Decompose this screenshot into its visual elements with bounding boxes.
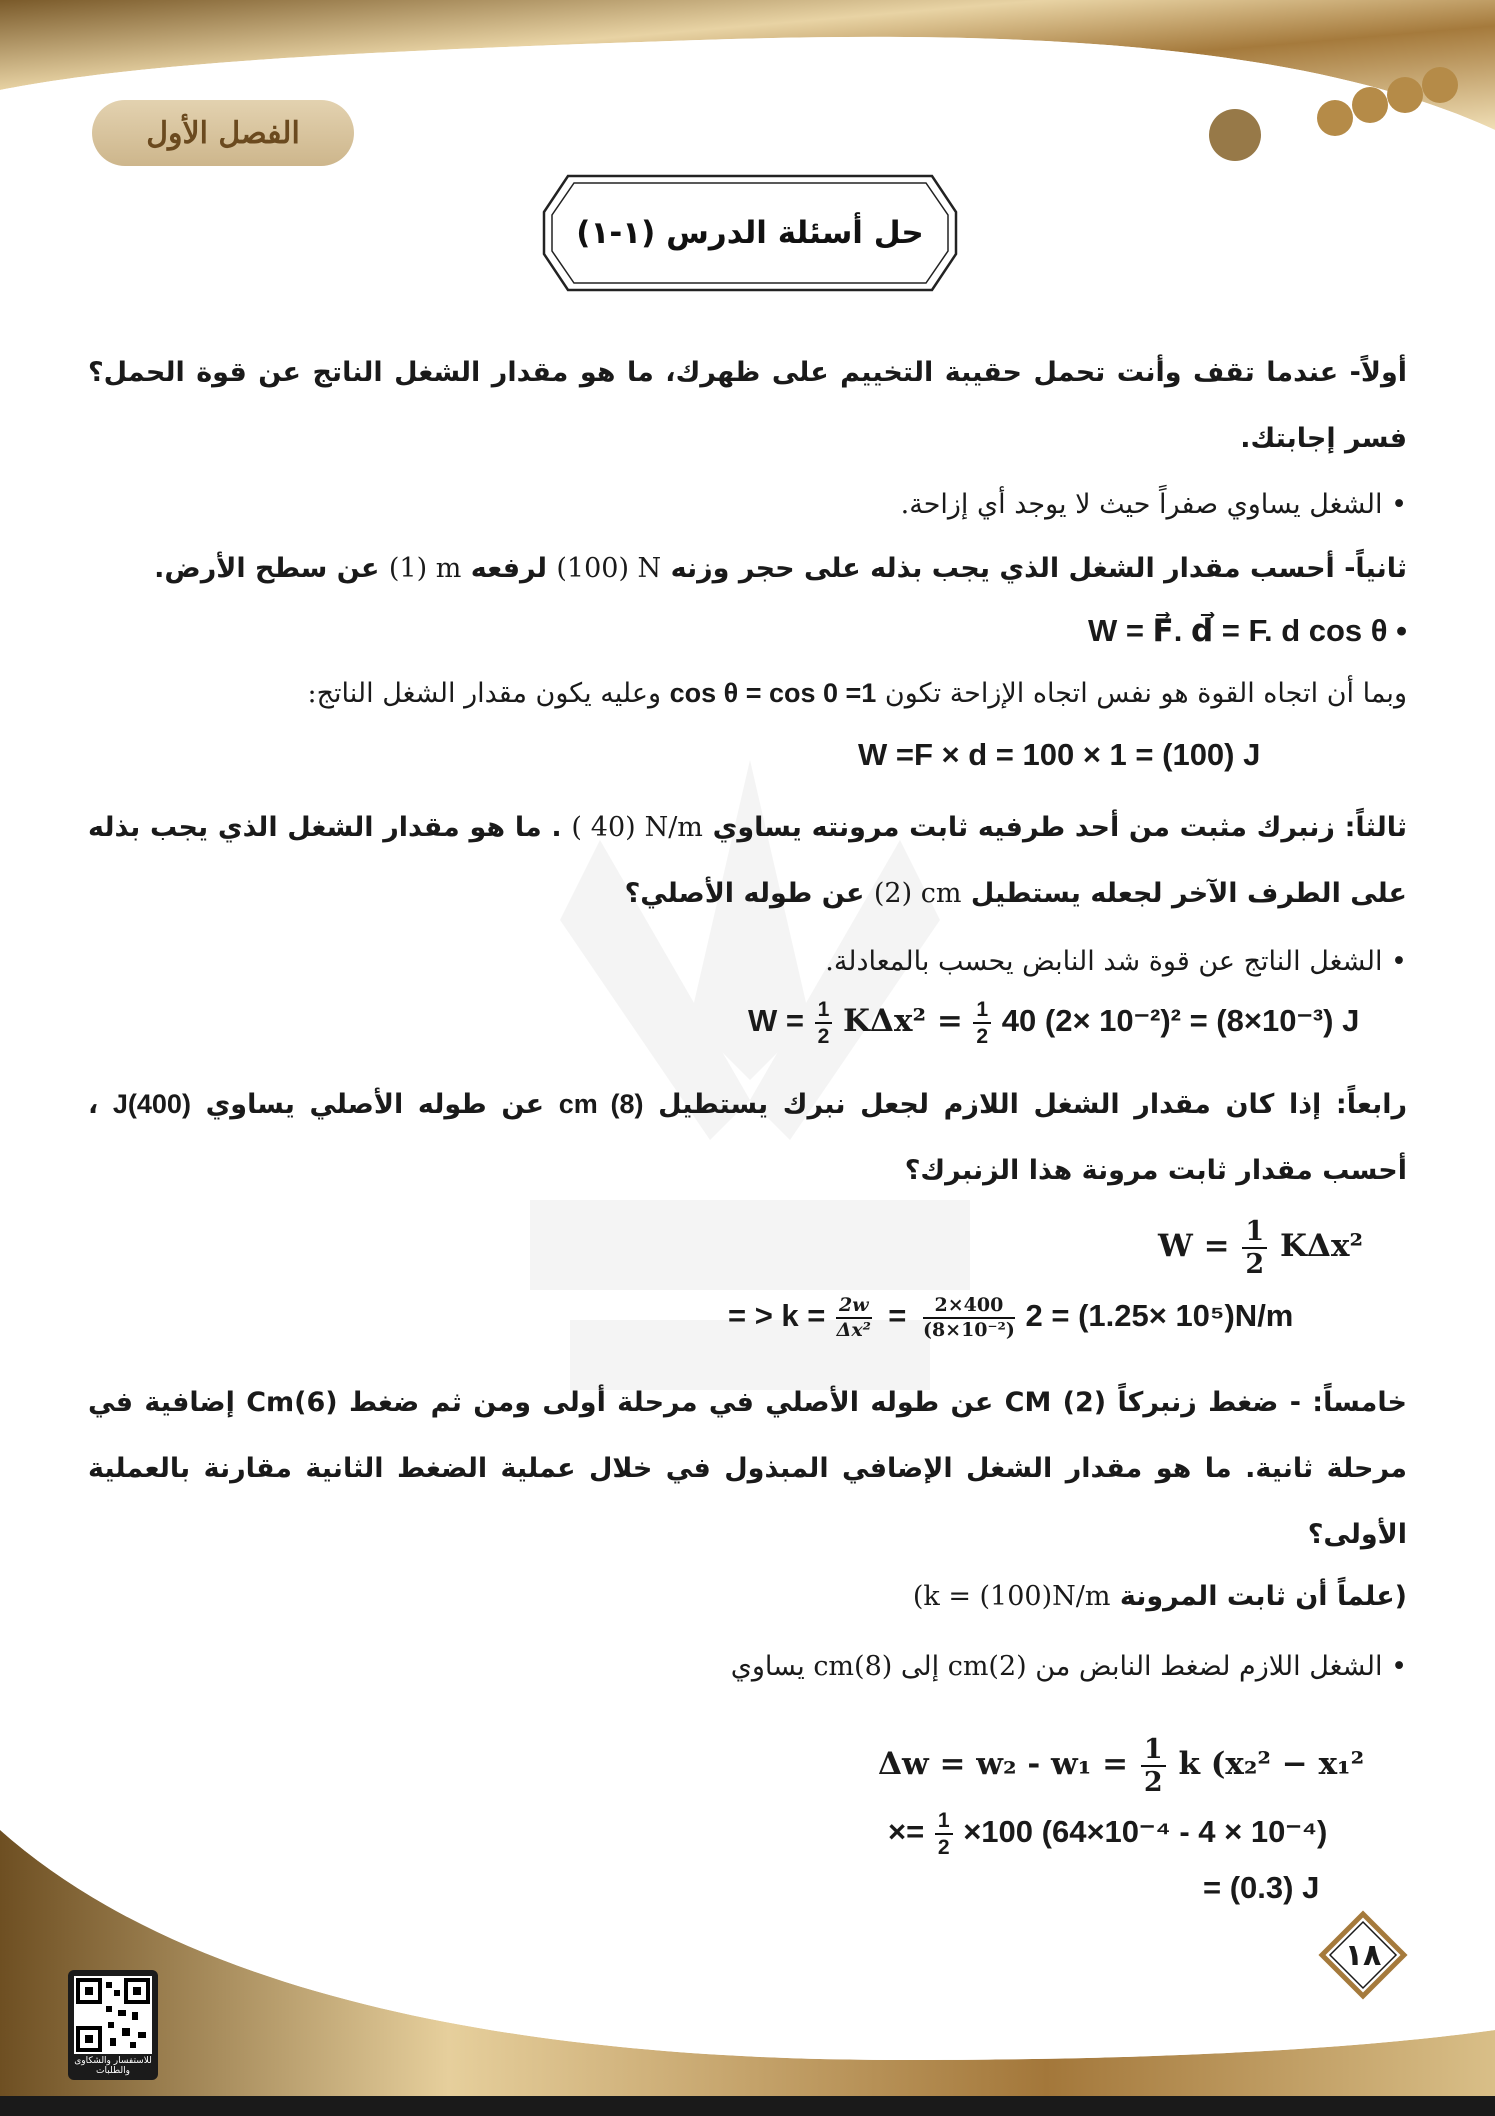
chapter-label: الفصل الأول [92,100,354,166]
footer-decoration [0,1830,1495,2116]
work-formula: • W = F⃗. d⃗ = F. d cos θ [1087,613,1407,648]
question-2 [88,536,1407,602]
question-2-weight: (100) N [556,553,662,584]
spring-work-equation: W = $\frac{1}{2}$ KΔx² = $\frac{1}{2}$ 40 (2× 10⁻²)² = (8×10⁻³) J [748,997,1360,1048]
question-2-part-b: لرفعه [470,553,547,584]
answer-3: • الشغل الناتج عن قوة شد النابض يحسب بالمعادلة. [825,946,1407,977]
question-2-height: (1) m [388,553,462,584]
qr-code[interactable] [68,1970,158,2080]
work-difference-substitution: ×= $\frac{1}{2}$ ×100 (64×10⁻⁴ - 4 × 10⁻⁴) [888,1808,1328,1859]
work-difference-result: = (0.3) J [1203,1870,1320,1905]
lesson-content [88,340,1407,1916]
question-3: ثالثاً: زنبرك مثبت من أحد طرفيه ثابت مرونته يساوي ( 40) N/m . ما هو مقدار الشغل الذي يجب بذله على الطرف الآخر لجعله يستطيل (2) cm عن طوله الأصلي؟ [88,812,1408,909]
lesson-title-frame [540,172,960,294]
lesson-title: حل أسئلة الدرس (١-١) [576,215,924,251]
answer-1: • الشغل يساوي صفراً حيث لا يوجد أي إزاحة. [900,489,1407,520]
qr-caption: للاستفسار والشكاوى والطلبات [74,2056,152,2076]
question-5-note: (علماً أن ثابت المرونة (k = (100)N/m [912,1581,1407,1612]
question-5: خامساً: - ضغط زنبركاً CM (2) عن طوله الأصلي في مرحلة أولى ومن ثم ضغط Cm(6) إضافية في مرحلة ثانية. ما هو مقدار الشغل الإضافي المبذول في خلال عملية الضغط الثانية مقارنة بالعملية الأولى؟ [88,1387,1407,1550]
page-number-badge [1318,1910,1408,2000]
question-4: رابعاً: إذا كان مقدار الشغل اللازم لجعل نبرك يستطيل cm (8) عن طوله الأصلي يساوي J(400) ، أحسب مقدار ثابت مرونة هذا الزنبرك؟ [88,1089,1408,1186]
work-difference-equation: Δw = w₂ - w₁ = $\frac{1}{2}$ k (x₂² − x₁² [878,1733,1365,1798]
spring-work-formula: W = $\frac{1}{2}$ KΔx² [1158,1215,1364,1280]
answer-2-result: W =F × d = 100 × 1 = (100) J [858,737,1261,772]
spring-constant-result: = > k = $\frac{2w}{\text{Δx²}}$ = $\frac{2\times 400}{\text{(8×10⁻²)}}$ 2 = (1.25× 10⁵)N/m [728,1293,1294,1341]
question-2-part-a: ثانياً- أحسب مقدار الشغل الذي يجب بذله على حجر وزنه [670,553,1407,584]
page-number: ١٨ [1344,1937,1382,1973]
answer-2-explanation: وبما أن اتجاه القوة هو نفس اتجاه الإزاحة تكون cos θ = cos 0 =1 وعليه يكون مقدار الشغل الناتج: [307,678,1407,709]
answer-5: • الشغل اللازم لضغط النابض من cm(2) إلى cm(8) يساوي [730,1651,1407,1682]
qr-code-icon [74,1976,152,2054]
question-2-part-c: عن سطح الأرض. [154,553,380,584]
question-1: أولاً- عندما تقف وأنت تحمل حقيبة التخييم على ظهرك، ما هو مقدار الشغل الناتج عن قوة الحمل؟ فسر إجابتك. [88,357,1407,454]
